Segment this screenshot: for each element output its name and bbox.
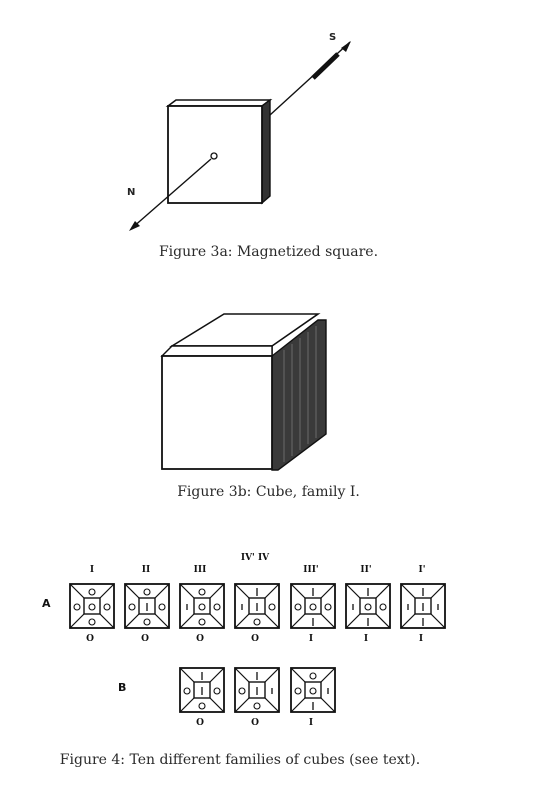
bottom-label-a4: O (251, 634, 259, 644)
row-a-label: A (42, 597, 51, 610)
bottom-label-a5: I (308, 634, 314, 644)
family-label-a2: II (141, 565, 151, 575)
north-pole-label: N (127, 187, 136, 198)
south-pole-label: S (329, 32, 337, 43)
bottom-label-a1: O (86, 634, 94, 644)
cube-net-b1 (180, 668, 224, 712)
cube-net-b2 (235, 668, 279, 712)
row-b-label: B (118, 681, 127, 694)
bottom-label-a3: O (196, 634, 204, 644)
family-label-a6: II' (360, 565, 372, 575)
bottom-label-b2: O (251, 718, 259, 728)
cube-net-b3 (291, 668, 335, 712)
family-label-a4: IV' IV (240, 553, 270, 563)
figure-3a-caption: Figure 3a: Magnetized square. (158, 244, 379, 260)
family-label-a1: I (89, 565, 95, 575)
bottom-label-b3: I (308, 718, 314, 728)
family-label-a7: I' (418, 565, 426, 575)
family-label-a3: III (193, 565, 207, 575)
bottom-label-b1: O (196, 718, 204, 728)
family-label-a5: III' (303, 565, 319, 575)
bottom-label-a2: O (141, 634, 149, 644)
bottom-label-a6: I (363, 634, 369, 644)
figure-4-caption: Figure 4: Ten different families of cubes (see text). (59, 752, 421, 768)
figure-3b-caption: Figure 3b: Cube, family I. (177, 484, 360, 500)
bottom-label-a7: I (418, 634, 424, 644)
